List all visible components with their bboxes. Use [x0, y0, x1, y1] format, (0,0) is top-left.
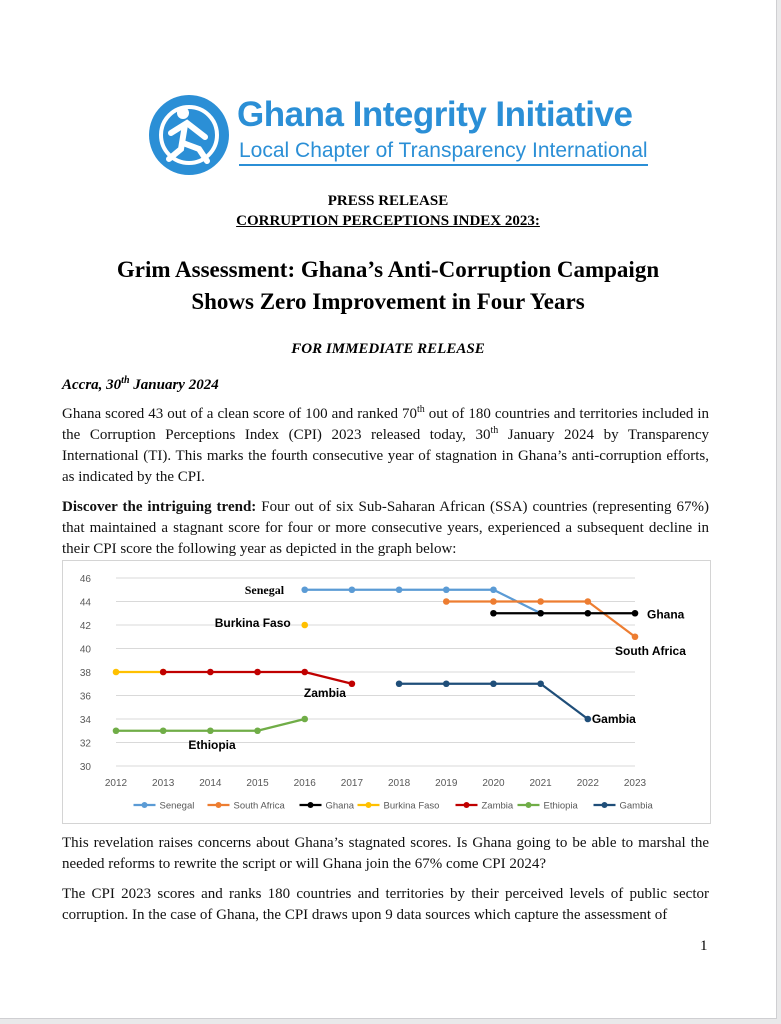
- trend-lead: Discover the intriguing trend:: [62, 499, 257, 515]
- organization-name: Ghana Integrity Initiative: [237, 95, 633, 134]
- y-tick-label: 44: [79, 597, 91, 609]
- data-point-ethiopia: [160, 727, 167, 734]
- legend-label-burkina-faso: Burkina Faso: [383, 800, 440, 812]
- data-point-senegal: [349, 586, 356, 593]
- paragraph-intro: [62, 404, 709, 488]
- data-point-zambia: [160, 669, 167, 676]
- dateline-prefix: Accra, 30: [62, 377, 122, 393]
- data-point-senegal: [443, 586, 450, 593]
- legend-label-ethiopia: Ethiopia: [543, 800, 578, 812]
- dateline-suffix: January 2024: [129, 377, 219, 393]
- y-tick-label: 46: [79, 574, 91, 585]
- cpi-label: CORRUPTION PERCEPTIONS INDEX 2023:: [236, 213, 540, 229]
- data-point-ethiopia: [113, 727, 120, 734]
- para1-sup1: th: [417, 404, 425, 415]
- y-tick-label: 42: [79, 621, 91, 632]
- data-point-ethiopia: [207, 727, 214, 734]
- legend-marker-zambia: [464, 802, 470, 808]
- data-point-south-africa: [632, 633, 639, 640]
- data-point-zambia: [349, 680, 356, 687]
- data-point-south-africa: [443, 598, 450, 605]
- data-point-gambia: [396, 680, 403, 687]
- organization-logo: [147, 93, 648, 177]
- data-point-ghana: [632, 610, 639, 617]
- x-tick-label: 2012: [104, 778, 128, 789]
- headline-line-1: Grim Assessment: Ghana’s Anti-Corruption Campaign: [116, 257, 660, 282]
- data-point-zambia: [207, 669, 214, 676]
- immediate-release-label: FOR IMMEDIATE RELEASE: [291, 341, 485, 357]
- x-tick-label: 2017: [340, 778, 364, 789]
- data-point-burkina-faso: [113, 669, 120, 676]
- x-tick-label: 2014: [199, 778, 222, 789]
- page-number: 1: [700, 938, 708, 954]
- data-point-gambia: [443, 680, 450, 687]
- y-tick-label: 40: [79, 644, 91, 656]
- para1-b: out of 180 countries and territories included in the Corruption Perceptions Index (CPI) 2023 released today, 30: [62, 406, 709, 443]
- x-tick-label: 2019: [435, 778, 458, 789]
- data-point-zambia: [301, 669, 308, 676]
- headline-line-2: Shows Zero Improvement in Four Years: [191, 289, 585, 314]
- series-label-burkina-faso: Burkina Faso: [214, 616, 291, 630]
- para1-sup2: th: [490, 425, 499, 436]
- x-tick-label: 2021: [529, 778, 552, 789]
- data-point-ghana: [490, 610, 497, 617]
- legend-label-south-africa: South Africa: [233, 800, 285, 812]
- x-tick-label: 2022: [576, 778, 599, 789]
- data-point-senegal: [490, 586, 497, 593]
- cpi-trend-chart: [62, 560, 711, 824]
- data-point-ghana: [537, 610, 544, 617]
- legend-marker-senegal: [142, 802, 148, 808]
- series-label-senegal: Senegal: [244, 582, 285, 597]
- x-tick-label: 2013: [152, 778, 175, 789]
- headline: [0, 254, 776, 318]
- data-point-gambia: [490, 680, 497, 687]
- series-line-gambia: [541, 684, 588, 719]
- y-tick-label: 36: [79, 691, 91, 703]
- legend-marker-burkina-faso: [366, 802, 372, 808]
- paragraph-trend: [62, 497, 709, 560]
- para1-c: January 2024 by Transparency International (TI). This marks the fourth consecutive year of stagnation in Ghana’s anti-corruption efforts, as indicated by the CPI.: [62, 427, 709, 485]
- data-point-ghana: [585, 610, 592, 617]
- data-point-gambia: [537, 680, 544, 687]
- x-tick-label: 2018: [387, 778, 411, 789]
- series-line-ethiopia: [258, 719, 305, 731]
- press-release-label: PRESS RELEASE: [327, 193, 449, 209]
- legend-label-gambia: Gambia: [619, 800, 653, 812]
- data-point-senegal: [301, 586, 308, 593]
- x-tick-label: 2020: [482, 778, 505, 789]
- legend-marker-ethiopia: [526, 802, 532, 808]
- series-label-gambia: Gambia: [591, 712, 636, 726]
- x-tick-label: 2016: [293, 778, 316, 789]
- data-point-gambia: [585, 716, 592, 723]
- data-point-south-africa: [537, 598, 544, 605]
- data-point-senegal: [396, 586, 403, 593]
- chart-svg: [63, 561, 710, 823]
- x-tick-label: 2015: [246, 778, 269, 789]
- legend-marker-gambia: [602, 802, 608, 808]
- series-line-zambia: [305, 672, 352, 684]
- y-tick-label: 30: [79, 762, 91, 773]
- data-point-zambia: [254, 669, 261, 676]
- y-tick-label: 32: [79, 738, 91, 750]
- legend-marker-south-africa: [216, 802, 222, 808]
- ti-globe-figure-icon: [147, 93, 231, 177]
- data-point-ethiopia: [254, 727, 261, 734]
- para1-a: Ghana scored 43 out of a clean score of 100 and ranked 70: [62, 406, 418, 422]
- series-label-zambia: Zambia: [303, 685, 346, 700]
- data-point-ethiopia: [301, 716, 308, 723]
- legend-marker-ghana: [308, 802, 314, 808]
- legend-label-zambia: Zambia: [481, 800, 514, 812]
- series-label-ghana: Ghana: [647, 607, 685, 622]
- data-point-south-africa: [490, 598, 497, 605]
- paragraph-concern: This revelation raises concerns about Ghana’s stagnated scores. Is Ghana going to be able to marshal the needed reforms to rewrite the script or will Ghana join the 67% come CPI 2024?: [62, 835, 709, 872]
- series-line-south-africa: [588, 602, 635, 637]
- legend-label-ghana: Ghana: [325, 800, 355, 812]
- data-point-south-africa: [585, 598, 592, 605]
- y-tick-label: 34: [79, 715, 91, 726]
- paragraph-methodology: The CPI 2023 scores and ranks 180 countries and territories by their perceived levels of public sector corruption. In the case of Ghana, the CPI draws upon 9 data sources which capture the assessment of: [62, 886, 709, 923]
- series-label-south-africa: South Africa: [615, 643, 686, 658]
- series-label-ethiopia: Ethiopia: [188, 737, 236, 752]
- x-tick-label: 2023: [623, 778, 647, 789]
- trend-text: Four out of six Sub-Saharan African (SSA) countries (representing 67%) that maintained a stagnant score for four or more consecutive years, experienced a subsequent decline in their CPI score the following year as depicted in the graph below:: [62, 499, 709, 557]
- y-tick-label: 38: [79, 668, 91, 679]
- dateline-sup: th: [121, 375, 130, 386]
- data-point-burkina-faso: [301, 622, 308, 629]
- organization-tagline: Local Chapter of Transparency International: [239, 139, 648, 166]
- dateline: [62, 377, 219, 394]
- legend-label-senegal: Senegal: [159, 800, 195, 812]
